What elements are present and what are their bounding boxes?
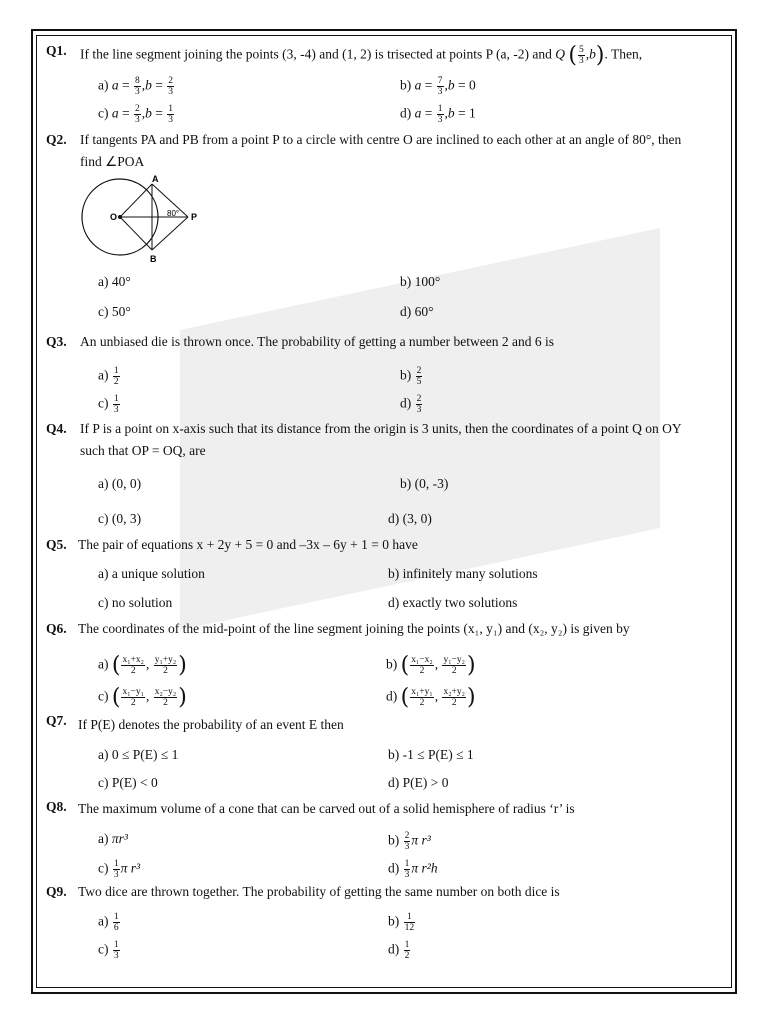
option-d: d) a = $\frac{1}{3}$ ,b = 1: [400, 104, 476, 125]
question-text: such that OP = OQ, are: [80, 443, 206, 458]
option-d: d) P(E) > 0: [388, 775, 449, 790]
denominator: 2: [451, 698, 457, 708]
question-text: An unbiased die is thrown once. The probability of getting a number between 2 and 6 is: [80, 334, 555, 349]
option-c: [98, 859, 140, 880]
question-text-part: If the line segment joining the points (3, -4) and (1, 2) is trisected at points P (a, -2) and: [80, 46, 556, 62]
denominator: 2: [163, 666, 168, 676]
option-value: 1: [469, 105, 476, 121]
numerator: 1: [113, 394, 119, 404]
option-label: b): [400, 77, 412, 93]
paren: (: [111, 685, 121, 710]
option-c: c) a = $\frac{2}{3}$ ,b = $\frac{1}{3}$: [98, 104, 173, 125]
fraction: [437, 104, 444, 125]
numerator: y₁−y₂: [443, 655, 465, 665]
denominator: 2: [451, 666, 457, 676]
numerator: 2: [135, 104, 140, 114]
option-a: a) a unique solution: [98, 566, 205, 581]
numerator: 1: [113, 859, 119, 869]
denominator: 3: [579, 56, 584, 66]
denominator: 3: [416, 405, 422, 415]
option-label: d): [386, 688, 398, 704]
option-label: c): [98, 395, 109, 411]
numerator: 2: [416, 366, 422, 376]
label-b: B: [150, 254, 157, 264]
paren: ): [466, 685, 476, 710]
option-b: [400, 366, 423, 387]
option-label: d): [388, 941, 400, 957]
fraction: [113, 912, 120, 933]
option-label: d): [388, 860, 400, 876]
fraction: [154, 687, 177, 708]
fraction: [404, 859, 411, 880]
fraction: [442, 655, 465, 676]
option-b: [388, 831, 431, 852]
option-d: d) ( $\frac{\text{x₁+y₁}}{2}$ , $\frac{\text{x₂+y₂}}{2}$ ): [386, 685, 476, 710]
option-a: a) 0 ≤ P(E) ≤ 1: [98, 747, 179, 762]
option-label: c): [98, 860, 109, 876]
math-expression: πr³: [111, 831, 128, 846]
denominator: 3: [135, 87, 140, 97]
numerator: 1: [437, 104, 443, 114]
question-text: find ∠POA: [80, 154, 145, 169]
numerator: x₁−y₁: [122, 687, 144, 697]
option-label: b): [400, 367, 412, 383]
numerator: 1: [404, 912, 416, 923]
fraction: [442, 687, 465, 708]
option-b: [388, 912, 416, 933]
numerator: x₂+y₂: [443, 687, 465, 697]
question-text: Two dice are thrown together. The probability of getting the same number on both dice is: [78, 884, 560, 899]
option-a: a) a = $\frac{8}{3}$ ,b = $\frac{2}{3}$: [98, 76, 173, 97]
fraction: [437, 76, 444, 97]
option-d: d) 60°: [400, 304, 434, 319]
question-text: If P is a point on x-axis such that its distance from the origin is 3 units, then the coordinates of a point Q on OY: [80, 421, 682, 436]
fraction: [134, 104, 141, 125]
center-point: [118, 215, 122, 219]
option-b: b) -1 ≤ P(E) ≤ 1: [388, 747, 474, 762]
denominator: 3: [113, 870, 119, 880]
paren: (: [568, 43, 577, 68]
fraction: [113, 859, 120, 880]
fraction: [167, 76, 174, 97]
label-p: P: [191, 212, 198, 222]
option-label: b): [388, 913, 400, 929]
question-number: Q3.: [46, 334, 67, 349]
option-c: c) P(E) < 0: [98, 775, 158, 790]
numerator: 5: [579, 45, 584, 55]
option-label: d): [400, 395, 412, 411]
numerator: x₁+x₂: [122, 655, 144, 665]
denominator: 5: [416, 377, 422, 387]
question-text: If P(E) denotes the probability of an event E then: [78, 717, 344, 732]
option-b: b) infinitely many solutions: [388, 566, 538, 581]
option-value: 0: [469, 77, 476, 93]
math-var: Q: [555, 46, 566, 62]
math-var: b: [145, 77, 152, 93]
math-expression: π r²h: [411, 860, 438, 876]
math-var: a: [111, 105, 119, 121]
option-label: c): [98, 105, 109, 121]
question-text: The coordinates of the mid-point of the line segment joining the points (x₁, y₁) and (x₂, y₂) is given by: [78, 621, 630, 636]
option-d: [388, 859, 438, 880]
option-label: a): [98, 656, 109, 672]
denominator: 2: [419, 666, 425, 676]
denominator: 2: [130, 666, 136, 676]
numerator: 1: [168, 104, 173, 114]
option-label: a): [98, 367, 109, 383]
option-label: a): [98, 831, 109, 846]
math-expression: π r³: [120, 860, 141, 876]
question-text: If tangents PA and PB from a point P to a circle with centre O are inclined to each other at an angle of 80°, then: [80, 132, 682, 147]
question-number: Q4.: [46, 421, 67, 436]
question-number: Q2.: [46, 132, 67, 147]
question-number: Q8.: [46, 799, 67, 814]
option-c: [98, 940, 121, 961]
denominator: 3: [168, 87, 173, 97]
option-a: [98, 912, 121, 933]
option-d: [388, 940, 411, 961]
line-oa: [120, 184, 152, 217]
denominator: 3: [168, 115, 173, 125]
label-o: O: [110, 212, 118, 222]
question-number: Q5.: [46, 537, 67, 552]
numerator: x₂−y₂: [154, 687, 177, 697]
math-var: b: [145, 105, 152, 121]
numerator: x₁−x₂: [411, 655, 433, 665]
fraction: [404, 912, 416, 933]
fraction: [113, 940, 120, 961]
option-a: a) 40°: [98, 274, 131, 289]
fraction: [404, 831, 411, 852]
option-c: c) no solution: [98, 595, 173, 610]
math-expression: π r³: [411, 832, 431, 848]
paren: (: [400, 653, 410, 678]
numerator: 2: [416, 394, 422, 404]
question-text: The maximum volume of a cone that can be carved out of a solid hemisphere of radius ‘r’ is: [78, 801, 575, 816]
denominator: 2: [419, 698, 425, 708]
tangent-circle-diagram: [80, 174, 210, 266]
math-var: b: [589, 46, 596, 62]
option-c: c) (0, 3): [98, 511, 142, 526]
option-a: [98, 366, 121, 387]
option-a: a) ( $\frac{\text{x₁+x₂}}{2}$ , $\frac{\text{y₁+y₂}}{2}$ ): [98, 653, 187, 678]
fraction: [113, 366, 120, 387]
numerator: 2: [404, 831, 410, 841]
denominator: 6: [113, 923, 119, 933]
paren: ): [178, 653, 187, 678]
paren: (: [400, 685, 410, 710]
angle-label: 80°: [167, 209, 180, 218]
denominator: 3: [113, 951, 119, 961]
option-a: a) (0, 0): [98, 476, 142, 491]
option-d: [400, 394, 423, 415]
option-a: [98, 831, 128, 847]
question-number: Q7.: [46, 713, 67, 728]
numerator: y₁+y₂: [154, 655, 177, 665]
question-number: Q9.: [46, 884, 67, 899]
denominator: 3: [404, 870, 410, 880]
paren: ): [178, 685, 187, 710]
numerator: 8: [135, 76, 140, 86]
fraction: [154, 655, 177, 676]
option-b: b) a = $\frac{7}{3}$ ,b = 0: [400, 76, 476, 97]
math-var: b: [447, 105, 455, 121]
numerator: x₁+y₁: [411, 687, 433, 697]
math-var: a: [414, 77, 422, 93]
numerator: 2: [168, 76, 173, 86]
denominator: 3: [113, 405, 119, 415]
denominator: 2: [130, 698, 136, 708]
denominator: 3: [437, 87, 443, 97]
question-number: Q6.: [46, 621, 67, 636]
question-text: If the line segment joining the points (3, -4) and (1, 2) is trisected at points P (a, -2) and Q ( $\frac{5}{3}$ ,b). Then,: [80, 43, 643, 68]
fraction: [113, 394, 120, 415]
denominator: 2: [163, 698, 168, 708]
option-label: a): [98, 913, 109, 929]
option-label: c): [98, 688, 109, 704]
numerator: 1: [404, 859, 410, 869]
denominator: 3: [437, 115, 443, 125]
numerator: 1: [113, 366, 119, 376]
option-label: b): [386, 656, 398, 672]
fraction: [121, 687, 144, 708]
fraction: [416, 394, 423, 415]
label-a: A: [152, 174, 159, 184]
math-var: b: [447, 77, 455, 93]
fraction: [404, 940, 411, 961]
denominator: 2: [404, 951, 410, 961]
fraction: [416, 366, 423, 387]
option-b: b) 100°: [400, 274, 441, 289]
paren: ): [595, 43, 605, 68]
option-c: [98, 394, 121, 415]
fraction: [578, 45, 585, 66]
option-label: c): [98, 941, 109, 957]
math-var: a: [111, 77, 119, 93]
line-ob: [120, 217, 152, 250]
denominator: 12: [404, 923, 415, 933]
paren: ): [466, 653, 476, 678]
denominator: 3: [135, 115, 140, 125]
option-c: c) 50°: [98, 304, 131, 319]
paren: (: [111, 653, 121, 678]
option-label: d): [400, 105, 412, 121]
option-b: b) (0, -3): [400, 476, 449, 491]
numerator: 1: [404, 940, 410, 950]
fraction: [410, 687, 433, 708]
fraction: [167, 104, 174, 125]
option-label: a): [98, 77, 109, 93]
fraction: [121, 655, 144, 676]
numerator: 7: [437, 76, 443, 86]
option-label: b): [388, 832, 400, 848]
numerator: 1: [113, 940, 119, 950]
option-c: c) ( $\frac{\text{x₁−y₁}}{2}$ , $\frac{\text{x₂−y₂}}{2}$ ): [98, 685, 187, 710]
numerator: 1: [113, 912, 119, 922]
denominator: 2: [113, 377, 119, 387]
question-text: The pair of equations x + 2y + 5 = 0 and –3x – 6y + 1 = 0 have: [78, 537, 418, 552]
option-d: d) (3, 0): [388, 511, 432, 526]
option-d: d) exactly two solutions: [388, 595, 518, 610]
fraction: [134, 76, 141, 97]
denominator: 3: [404, 842, 410, 852]
question-number: Q1.: [46, 43, 67, 58]
fraction: [410, 655, 433, 676]
math-var: a: [414, 105, 422, 121]
question-text-part: . Then,: [604, 46, 643, 62]
option-b: b) ( $\frac{\text{x₁−x₂}}{2}$ , $\frac{\text{y₁−y₂}}{2}$ ): [386, 653, 476, 678]
